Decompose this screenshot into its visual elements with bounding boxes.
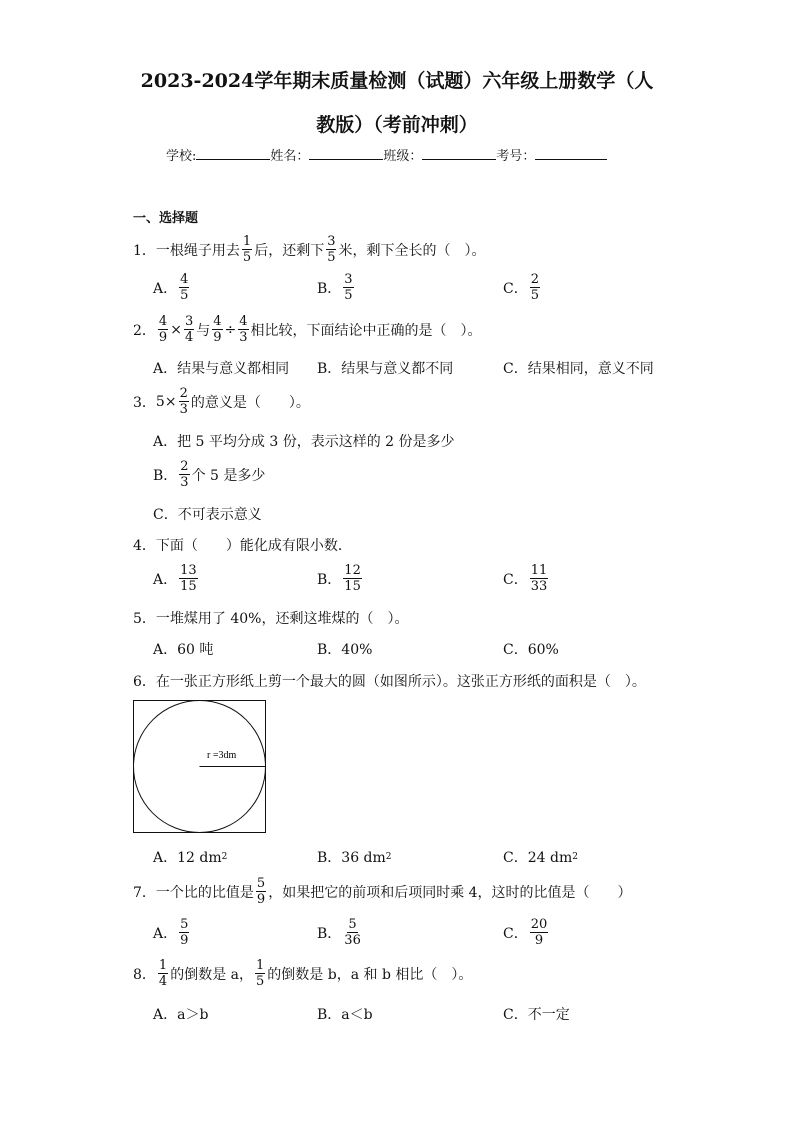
- q1-option-b[interactable]: B． $\frac{3}{5}$: [317, 272, 353, 303]
- q3-number: 3．: [133, 394, 156, 411]
- q8-option-a[interactable]: A．a＞b: [153, 1007, 209, 1023]
- question-8: 8． $\frac{1}{4}$ 的倒数是 a， $\frac{1}{5}$ 的倒数是 b，a 和 b 相比（ ）。: [133, 958, 473, 989]
- q2-option-c[interactable]: C．结果相同，意义不同: [503, 361, 654, 377]
- section-title: 一、选择题: [133, 211, 199, 226]
- school-label: 学校:: [166, 149, 197, 164]
- question-7: 7． 一个比的比值是 $\frac{5}{9}$ ，如果把它的前项和后项同时乘 4，这时的比值是（ ）: [133, 876, 632, 907]
- q2-option-b[interactable]: B．结果与意义都不同: [317, 361, 454, 377]
- q2-option-a[interactable]: A．结果与意义都相同: [153, 361, 290, 377]
- student-info-row: [166, 145, 607, 164]
- question-3: 3． 5× $\frac{2}{3}$ 的意义是（ ）。: [133, 386, 310, 417]
- q1-fraction-1: $\frac{1}{5}$: [242, 234, 252, 265]
- q4-option-c[interactable]: C． $\frac{11}{33}$: [503, 563, 548, 594]
- q5-option-a[interactable]: A．60 吨: [153, 642, 214, 658]
- q4-number: 4．: [133, 538, 156, 554]
- q3-option-c[interactable]: C．不可表示意义: [153, 507, 262, 523]
- exam-title-line2: 教版）（考前冲刺）: [316, 114, 478, 136]
- number-label: 考号：: [496, 149, 536, 164]
- exam-title-line1: 2023-2024学年期末质量检测（试题）六年级上册数学（人: [140, 70, 654, 92]
- q6-option-c[interactable]: C．24 dm 2: [503, 850, 578, 866]
- number-blank[interactable]: [535, 145, 607, 160]
- q1-text-1: 一根绳子用去: [155, 242, 240, 259]
- class-blank[interactable]: [422, 145, 496, 160]
- q6-number: 6．: [133, 674, 156, 690]
- q1-option-a[interactable]: A． $\frac{4}{5}$: [153, 272, 189, 303]
- q3-option-a[interactable]: A．把 5 平均分成 3 份，表示这样的 2 份是多少: [153, 434, 455, 450]
- q1-number: 1．: [133, 242, 156, 259]
- name-blank[interactable]: [309, 145, 383, 160]
- q5-option-b[interactable]: B．40%: [317, 642, 373, 658]
- class-label: 班级：: [383, 149, 423, 164]
- q1-text-3: 米，剩下全长的（ ）。: [338, 242, 486, 259]
- radius-label: r =3dm: [207, 750, 237, 761]
- q7-option-b[interactable]: B． $\frac{5}{36}$: [317, 917, 361, 948]
- school-blank[interactable]: [196, 145, 270, 160]
- q1-text-2: 后，还剩下: [254, 242, 325, 259]
- q1-fraction-2: $\frac{3}{5}$: [327, 234, 336, 265]
- question-6: 6． 在一张正方形纸上剪一个最大的圆（如图所示）。这张正方形纸的面积是（ ）。: [133, 671, 646, 691]
- q5-option-c[interactable]: C．60%: [503, 642, 559, 658]
- question-5: 5． 一堆煤用了 40%，还剩这堆煤的（ ）。: [133, 608, 409, 628]
- q5-number: 5．: [133, 611, 156, 627]
- q1-option-c[interactable]: C． $\frac{2}{5}$: [503, 272, 539, 303]
- q8-number: 8．: [133, 966, 156, 983]
- q6-option-b[interactable]: B．36 dm 2: [317, 850, 392, 866]
- q7-option-c[interactable]: C． $\frac{20}{9}$: [503, 917, 548, 948]
- question-1: [133, 234, 485, 265]
- q8-option-b[interactable]: B．a＜b: [317, 1007, 373, 1023]
- q7-option-a[interactable]: A． $\frac{5}{9}$: [153, 917, 189, 948]
- q4-option-b[interactable]: B． $\frac{12}{15}$: [317, 563, 361, 594]
- name-label: 姓名：: [270, 149, 310, 164]
- q2-number: 2．: [133, 322, 156, 339]
- q6-option-a[interactable]: A．12 dm 2: [153, 850, 228, 866]
- q4-option-a[interactable]: A． $\frac{13}{15}$: [153, 563, 197, 594]
- q3-option-b[interactable]: B． $\frac{2}{3}$ 个 5 是多少: [153, 459, 266, 490]
- q7-number: 7．: [133, 884, 156, 901]
- question-2: 2． $\frac{4}{9}$ × $\frac{3}{4}$ 与 $\frac{4}{9}$ ÷ $\frac{4}{3}$ 相比较，下面结论中正确的是（ ）。: [133, 314, 482, 345]
- question-4: 4． 下面（ ）能化成有限小数．: [133, 535, 352, 555]
- square-circle-figure: [133, 700, 267, 834]
- q8-option-c[interactable]: C．不一定: [503, 1007, 570, 1023]
